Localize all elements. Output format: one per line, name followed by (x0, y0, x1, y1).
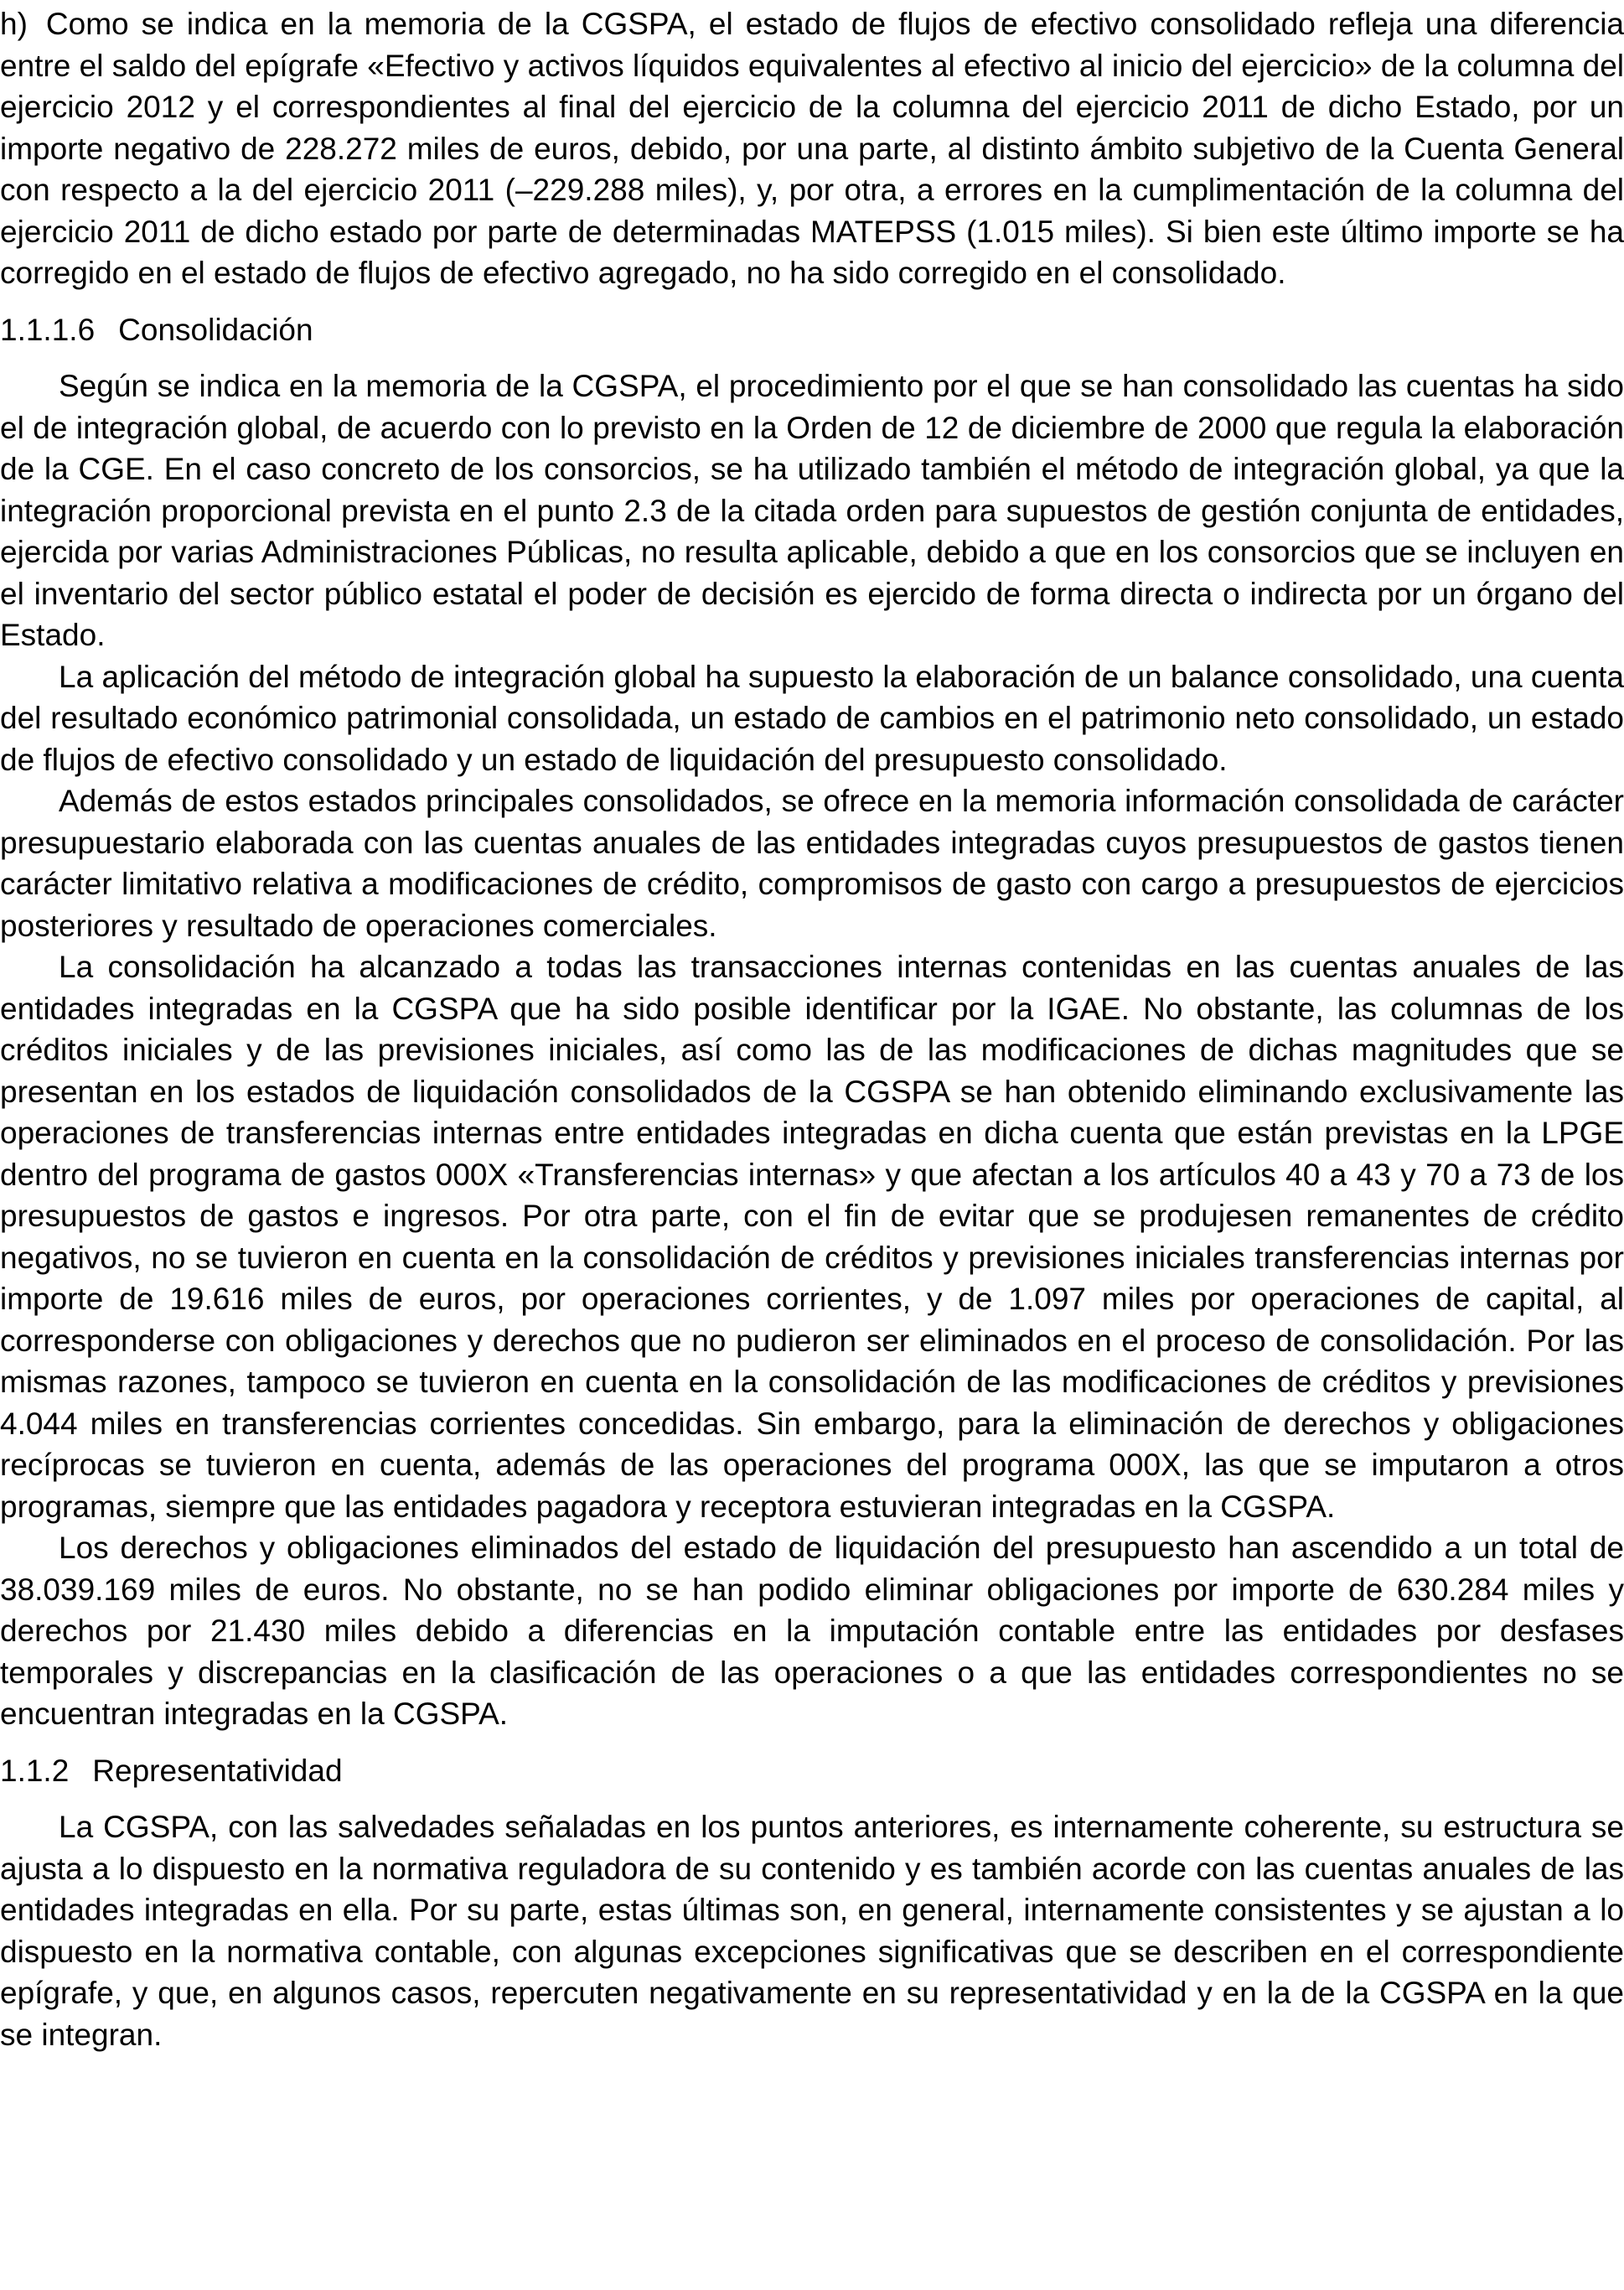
section-title: Representatividad (92, 1753, 343, 1788)
paragraph: La aplicación del método de integración global ha supuesto la elaboración de un balance consolidado, una cuenta del resultado económico patrimonial consolidada, un estado de cambios en el patrimonio neto consolidado, un estado de flujos de efectivo consolidado y un estado de liquidación del presupuesto consolidado. (0, 659, 1624, 777)
section-heading-1116 (0, 309, 1624, 351)
paragraph: La consolidación ha alcanzado a todas las transacciones internas contenidas en las cuentas anuales de las entidades integradas en la CGSPA que ha sido posible identificar por la IGAE. No obstante, las columnas de los créditos iniciales y de las previsiones iniciales, así como las de las modificaciones de dichas magnitudes que se presentan en los estados de liquidación consolidados de la CGSPA se han obtenido eliminando exclusivamente las operaciones de transferencias internas entre entidades integradas en dicha cuenta que están previstas en la LPGE dentro del programa de gastos 000X «Transferencias internas» y que afectan a los artículos 40 a 43 y 70 a 73 de los presupuestos de gastos e ingresos. Por otra parte, con el fin de evitar que se produjesen remanentes de crédito negativos, no se tuvieron en cuenta en la consolidación de créditos y previsiones iniciales transferencias internas por importe de 19.616 miles de euros, por operaciones corrientes, y de 1.097 miles por operaciones de capital, al corresponderse con obligaciones y derechos que no pudieron ser eliminados en el proceso de consolidación. Por las mismas razones, tampoco se tuvieron en cuenta en la consolidación de las modificaciones de créditos y previsiones 4.044 miles en transferencias corrientes concedidas. Sin embargo, para la eliminación de derechos y obligaciones recíprocas se tuvieron en cuenta, además de las operaciones del programa 000X, las que se imputaron a otros programas, siempre que las entidades pagadora y receptora estuvieran integradas en la CGSPA. (0, 950, 1624, 1524)
paragraph: Además de estos estados principales consolidados, se ofrece en la memoria información consolidada de carácter presupuestario elaborada con las cuentas anuales de las entidades integradas cuyos presupuestos de gastos tienen carácter limitativo relativa a modificaciones de crédito, compromisos de gasto con cargo a presupuestos de ejercicios posteriores y resultado de operaciones comerciales. (0, 784, 1624, 943)
paragraph: La CGSPA, con las salvedades señaladas en los puntos anteriores, es internamente coherente, su estructura se ajusta a lo dispuesto en la normativa reguladora de su contenido y es también acorde con las cuentas anuales de las entidades integradas en ella. Por su parte, estas últimas son, en general, internamente consistentes y se ajustan a lo dispuesto en la normativa contable, con algunas excepciones significativas que se describen en el correspondiente epígrafe, y que, en algunos casos, repercuten negativamente en su representatividad y en la de la CGSPA en la que se integran. (0, 1810, 1624, 2052)
paragraph: Según se indica en la memoria de la CGSPA, el procedimiento por el que se han consolidado las cuentas ha sido el de integración global, de acuerdo con lo previsto en la Orden de 12 de diciembre de 2000 que regula la elaboración de la CGE. En el caso concreto de los consorcios, se ha utilizado también el método de integración global, ya que la integración proporcional prevista en el punto 2.3 de la citada orden para supuestos de gestión conjunta de entidades, ejercida por varias Administraciones Públicas, no resulta aplicable, debido a que en los consorcios que se incluyen en el inventario del sector público estatal el poder de decisión es ejercido de forma directa o indirecta por un órgano del Estado. (0, 369, 1624, 652)
paragraph-h-text: Como se indica en la memoria de la CGSPA, el estado de flujos de efectivo consolidado refleja una diferencia entre el saldo del epígrafe «Efectivo y activos líquidos equivalentes al efectivo al inicio del ejercicio» de la columna del ejercicio 2012 y el correspondientes al final del ejercicio de la columna del ejercicio 2011 de dicho Estado, por un importe negativo de 228.272 miles de euros, debido, por una parte, al distinto ámbito subjetivo de la Cuenta General con respecto a la del ejercicio 2011 (–229.288 miles), y, por otra, a errores en la cumplimentación de la columna del ejercicio 2011 de dicho estado por parte de determinadas MATEPSS (1.015 miles). Si bien este último importe se ha corregido en el estado de flujos de efectivo agregado, no ha sido corregido en el consolidado. (0, 7, 1624, 290)
section-title: Consolidación (118, 312, 313, 347)
section-number: 1.1.2 (0, 1753, 70, 1788)
paragraph-h (0, 3, 1624, 294)
item-label: h) (0, 7, 28, 41)
section-number: 1.1.1.6 (0, 312, 96, 347)
section-heading-112 (0, 1750, 1624, 1792)
paragraph: Los derechos y obligaciones eliminados del estado de liquidación del presupuesto han ascendido a un total de 38.039.169 miles de euros. No obstante, no se han podido eliminar obligaciones por importe de 630.284 miles y derechos por 21.430 miles debido a diferencias en la imputación contable entre las entidades por desfases temporales y discrepancias en la clasificación de las operaciones o a que las entidades correspondientes no se encuentran integradas en la CGSPA. (0, 1531, 1624, 1731)
